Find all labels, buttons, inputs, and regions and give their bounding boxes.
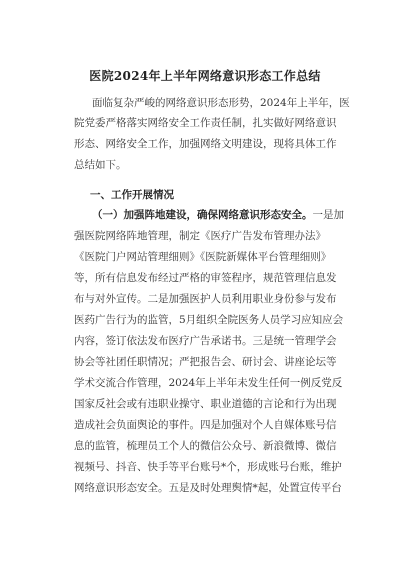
intro-line: 院党委严格落实网络安全工作责任制，扎实做好网络意识 [74, 117, 337, 129]
body-line: 强医院网络阵地管理，制定《医疗广告发布管理办法》 [74, 230, 326, 242]
body-line: 学术交流合作管理，2024年上半年未发生任何一例反党反 [74, 377, 343, 389]
body-line: 《医院门户网站管理细则》《医院新媒体平台管理细则》 [74, 251, 332, 263]
sub-heading-rest: 一是加 [312, 209, 344, 221]
intro-line: 形态、网络安全工作，加强网络文明建设，现将具体工作 [74, 138, 337, 150]
document-title: 医院2024年上半年网络意识形态工作总结 [89, 69, 321, 83]
body-line: 网络意识形态安全。五是及时处理舆情*起，处置宣传平台 [74, 482, 342, 494]
section-heading: 一、工作开展情况 [90, 189, 174, 201]
sub-heading: （一）加强阵地建设，确保网络意识形态安全。 [92, 209, 313, 221]
intro-line: 总结如下。 [74, 159, 127, 171]
sub-heading-line [92, 208, 344, 222]
body-line: 造成社会负面舆论的事件。四是加强对个人自媒体账号信 [74, 419, 337, 431]
body-line: 等，所有信息发布经过严格的审签程序，规范管理信息发 [74, 272, 337, 284]
body-line: 息的监管，梳理员工个人的微信公众号、新浪微博、微信 [74, 440, 337, 452]
intro-line: 面临复杂严峻的网络意识形态形势，2024年上半年，医 [92, 97, 350, 109]
body-line: 布与对外宣传。二是加强医护人员利用职业身份参与发布 [74, 293, 337, 305]
body-line: 内容，签订依法发布医疗广告承诺书。三是统一管理学会 [74, 335, 337, 347]
body-line: 医药广告行为的监管，5月组织全院医务人员学习应知应会 [74, 314, 344, 326]
body-line: 国家反社会或有违职业操守、职业道德的言论和行为出现 [74, 398, 337, 410]
body-line: 视频号、抖音、快手等平台账号*个，形成账号台账，维护 [74, 461, 342, 473]
body-line: 协会等社团任职情况；严把报告会、研讨会、讲座论坛等 [74, 356, 337, 368]
